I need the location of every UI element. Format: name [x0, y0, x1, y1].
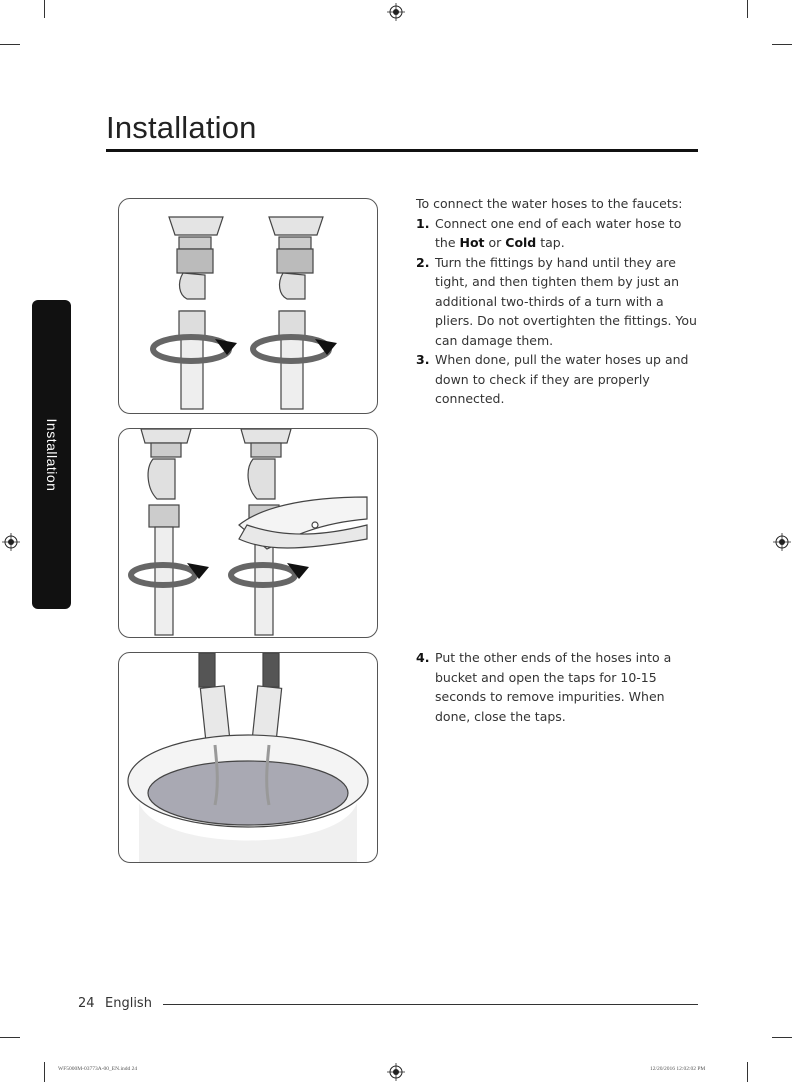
crop-mark — [747, 1062, 748, 1082]
step-number: 2. — [416, 254, 430, 270]
registration-mark-icon — [387, 1063, 405, 1081]
figure-hand-tighten — [118, 198, 378, 414]
pliers-tighten-illustration — [119, 429, 377, 637]
step-3 — [416, 350, 701, 409]
page-title: Installation — [106, 110, 257, 145]
step-text: Turn the fittings by hand until they are tight, and then tighten them by just an additional two-thirds of a turn with a pliers. Do not overtighten the fittings. You can damage them. — [435, 254, 697, 348]
side-tab-label: Installation — [43, 418, 60, 491]
page-number: 24 — [78, 996, 95, 1011]
side-tab — [32, 300, 71, 609]
crop-mark — [0, 44, 20, 45]
intro-text: To connect the water hoses to the faucets: — [416, 196, 683, 211]
step-number: 4. — [416, 650, 430, 665]
slug-date: 12/20/2016 12:02:02 PM — [650, 1066, 706, 1072]
flush-bucket-illustration — [119, 653, 377, 862]
step-2 — [416, 253, 701, 351]
registration-mark-icon — [387, 3, 405, 21]
step-number: 3. — [416, 352, 430, 367]
step-text: or — [484, 235, 506, 250]
step-text: tap. — [536, 235, 565, 250]
registration-mark-icon — [773, 533, 791, 551]
crop-mark — [44, 0, 45, 18]
step-4 — [416, 648, 686, 726]
slug-file: WF5000M-03773A-00_EN.indd 24 — [58, 1066, 138, 1072]
step-text: Connect one end of each water hose to the — [435, 215, 682, 250]
hand-tighten-illustration — [119, 199, 377, 413]
page-language: English — [105, 996, 152, 1011]
crop-mark — [772, 1037, 792, 1038]
footer-rule — [163, 1004, 698, 1005]
instructions-block — [416, 194, 701, 409]
step-number: 1. — [416, 215, 430, 231]
step-text: Put the other ends of the hoses into a bucket and open the taps for 10-15 seconds to remove impurities. When done, close the taps. — [435, 650, 672, 724]
figure-flush-bucket — [118, 652, 378, 863]
hot-label: Hot — [459, 235, 485, 250]
crop-mark — [44, 1062, 45, 1082]
step-1 — [416, 214, 701, 253]
cold-label: Cold — [505, 235, 537, 250]
instructions-block-2 — [416, 648, 686, 726]
registration-mark-icon — [2, 533, 20, 551]
step-text: When done, pull the water hoses up and down to check if they are properly connected. — [435, 352, 689, 406]
crop-mark — [0, 1037, 20, 1038]
title-rule — [106, 149, 698, 152]
crop-mark — [747, 0, 748, 18]
figure-pliers-tighten — [118, 428, 378, 638]
crop-mark — [772, 44, 792, 45]
